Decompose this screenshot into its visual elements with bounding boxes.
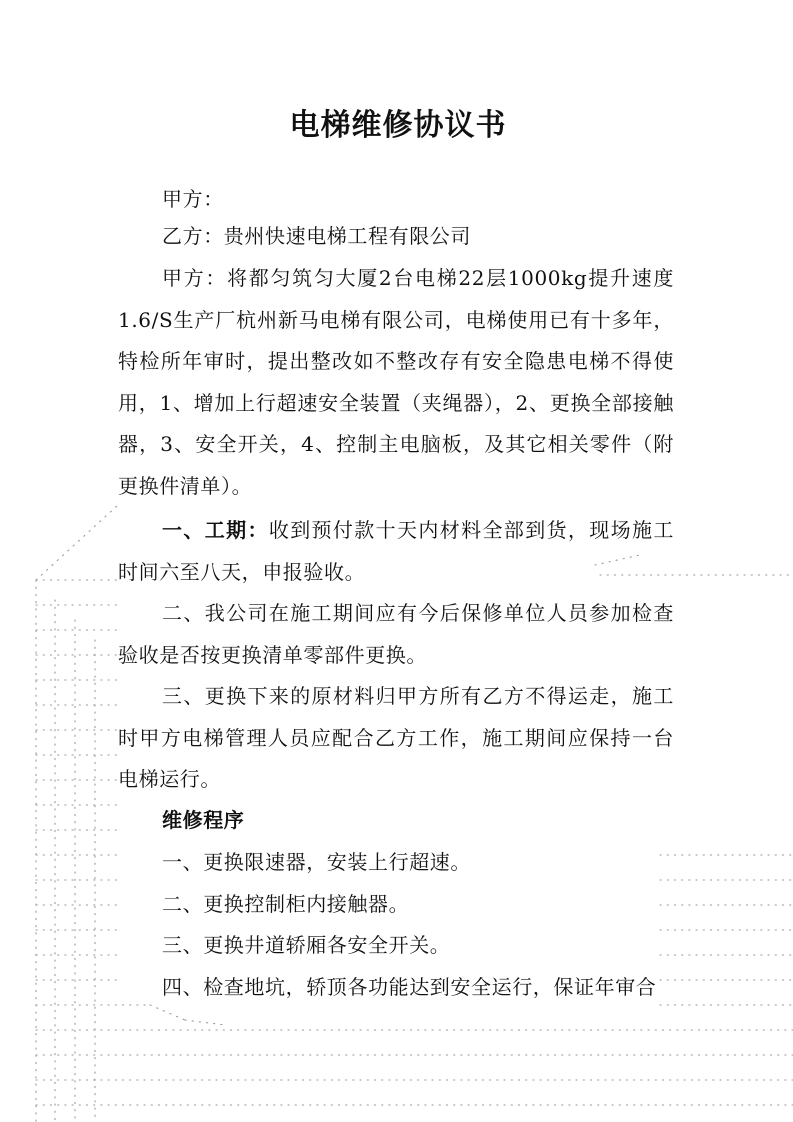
clause-1-label: 一、工期： <box>162 518 269 542</box>
procedure-step-text: 三、更换井道轿厢各安全开关。 <box>162 933 451 957</box>
clause-3-paragraph <box>118 676 674 801</box>
clause-1-paragraph <box>118 510 674 593</box>
procedure-heading-text: 维修程序 <box>162 808 245 832</box>
procedure-step-text: 二、更换控制柜内接触器。 <box>162 892 410 916</box>
intro-text: 甲方：将都匀筑匀大厦2台电梯22层1000kg提升速度1.6/S生产厂杭州新马电梯有限公司，电梯使用已有十多年，特检所年审时，提出整改如不整改存有安全隐患电梯不得使用，1、增加上行超速安全装置（夹绳器），2、更换全部接触器，3、安全开关，4、控制主电脑板，及其它相关零件（附更换件清单）。 <box>118 266 674 498</box>
clause-1-text: 收到预付款十天内材料全部到货，现场施工时间六至八天，申报验收。 <box>118 518 674 584</box>
procedure-step <box>118 842 674 884</box>
intro-paragraph <box>118 258 674 507</box>
procedure-step <box>118 925 674 967</box>
procedure-step-text: 一、更换限速器，安装上行超速。 <box>162 850 471 874</box>
party-b-line <box>118 216 674 258</box>
clause-3-text: 三、更换下来的原材料归甲方所有乙方不得运走，施工时甲方电梯管理人员应配合乙方工作，施工期间应保持一台电梯运行。 <box>118 684 674 791</box>
procedure-heading <box>118 800 674 842</box>
procedure-step <box>118 967 674 1009</box>
clause-2-paragraph <box>118 593 674 676</box>
party-a-line <box>118 179 674 221</box>
clause-2-text: 二、我公司在施工期间应有今后保修单位人员参加检查验收是否按更换清单零部件更换。 <box>118 601 674 667</box>
document-title: 电梯维修协议书 <box>118 104 678 148</box>
procedure-step-text: 四、检查地坑，轿顶各功能达到安全运行，保证年审合 <box>162 975 657 999</box>
party-b-text: 乙方：贵州快速电梯工程有限公司 <box>162 224 471 248</box>
party-a-text: 甲方： <box>162 187 224 211</box>
procedure-step <box>118 884 674 926</box>
